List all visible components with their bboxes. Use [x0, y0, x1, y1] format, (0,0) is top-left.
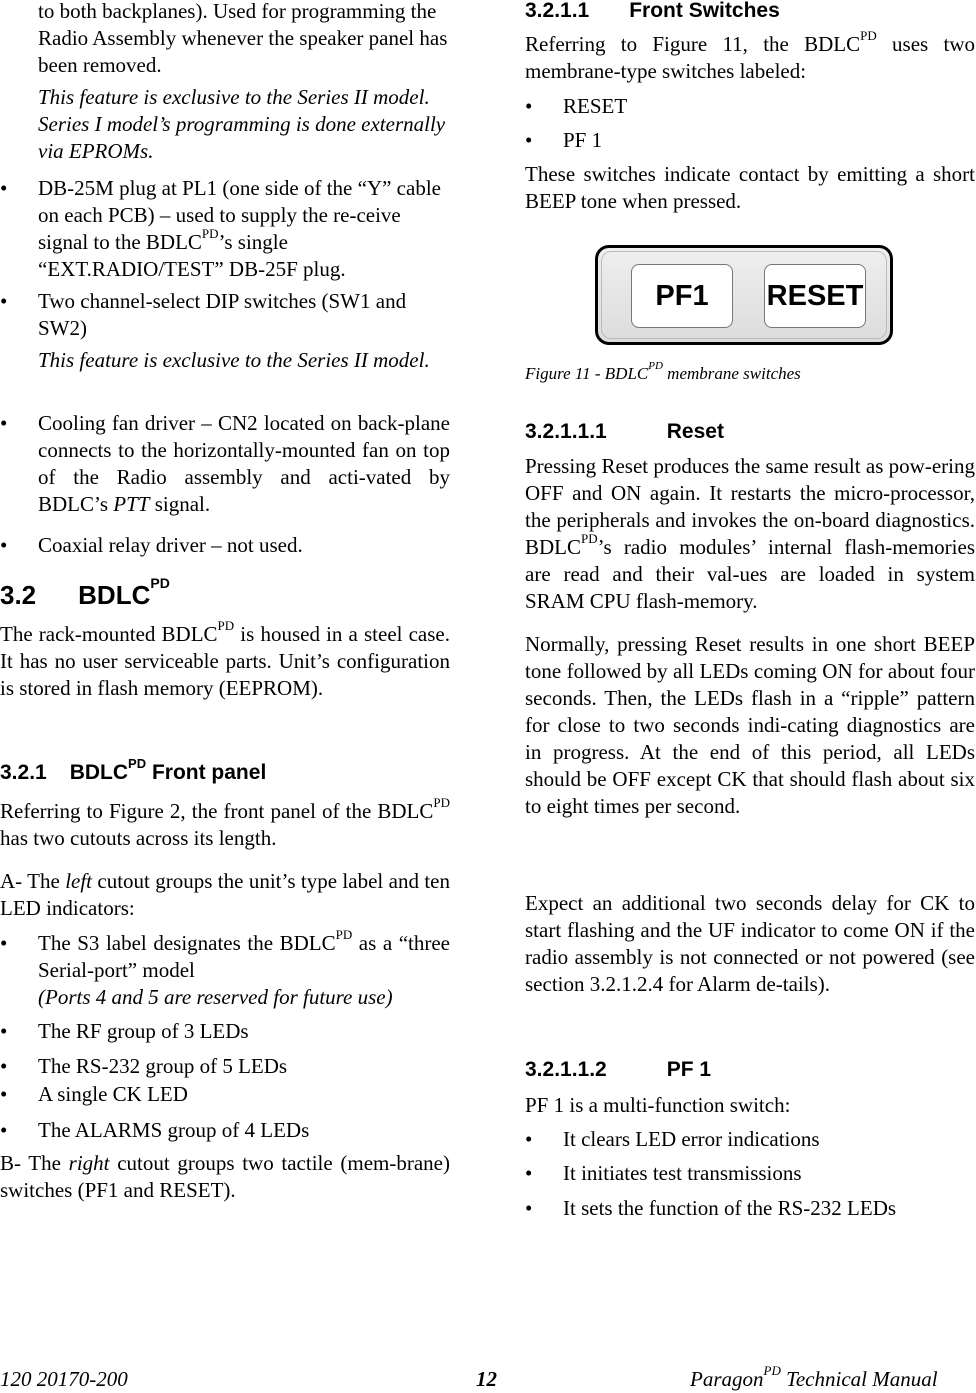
- reset-paragraph-2: Normally, pressing Reset results in one short BEEP tone followed by all LEDs coming ON for about four seconds. Then, the LEDs flash in a “ripple” pattern for close to two seconds indi-cating diagnostics are in progress. At the end of this period, all LEDs should be OFF except CK that should flash about six to eight times per second.: [525, 632, 975, 818]
- reset-paragraph-1: Pressing Reset produces the same result as pow-ering OFF and ON again. It restarts the micro-processor, the peripherals and invokes the on-board diagnostics. $BDLC^{PD}’s$ radio modules’ internal flash-memories are read and their val-ues are loaded in system SRAM CPU flash-memory.: [525, 454, 975, 613]
- right-cutout-paragraph: B- The right cutout groups two tactile (mem-brane) switches (PF1 and RESET).: [0, 1151, 450, 1202]
- front-switches-paragraph: Referring to Figure 11, the $BDLC^{PD}$ uses two membrane-type switches labeled:: [525, 28, 976, 83]
- list-item: • The S3 label designates the $BDLC^{PD}$ as a “three Serial-port” model: [0, 927, 451, 982]
- pf1-paragraph: PF 1 is a multi-function switch:: [525, 1093, 791, 1117]
- reset-switch[interactable]: RESET: [764, 264, 866, 328]
- section-heading-3-2-1-1-1: 3.2.1.1.1 Reset: [525, 420, 724, 443]
- list-item: • It sets the function of the RS-232 LEDs: [525, 1196, 897, 1220]
- section-heading-3-2-1-1: 3.2.1.1 Front Switches: [525, 0, 780, 22]
- document-number: 120 20170-200: [0, 1367, 128, 1391]
- list-item: • RESET: [525, 94, 628, 118]
- list-item: • Coaxial relay driver – not used.: [0, 533, 303, 557]
- beep-paragraph: These switches indicate contact by emitting a short BEEP tone when pressed.: [525, 162, 975, 213]
- list-item: • The ALARMS group of 4 LEDs: [0, 1118, 310, 1142]
- list-item: • DB-25M plug at PL1 (one side of the “Y” cable on each PCB) – used to supply the re-ceive signal to the $BDLC^{PD}’s$ single “EXT.RADIO/TEST” DB-25F plug.: [0, 176, 441, 281]
- section-heading-3-2-1-1-2: 3.2.1.1.2 PF 1: [525, 1058, 712, 1081]
- list-item: • It initiates test transmissions: [525, 1161, 802, 1185]
- list-item: • PF 1: [525, 128, 603, 152]
- list-item: • The RF group of 3 LEDs: [0, 1019, 249, 1043]
- manual-title: Paragon$^{PD}$ Technical Manual: [690, 1363, 938, 1391]
- figure-caption: Figure $11 - BDLC^{PD}$ membrane switches: [525, 360, 801, 383]
- series-ii-note-2: This feature is exclusive to the Series II model.: [38, 348, 430, 372]
- page-number: 12: [476, 1367, 497, 1391]
- list-item: • Two channel-select DIP switches (SW1 and SW2): [0, 289, 407, 340]
- membrane-switch-panel: [595, 245, 893, 345]
- section-heading-3-2: 3.2 $BDLC^{PD}$: [0, 575, 170, 610]
- front-panel-paragraph: Referring to Figure 2, the front panel of the $BDLC^{PD}$ has two cutouts across its length.: [0, 795, 450, 850]
- section-heading-3-2-1: 3.2.1 $BDLC^{PD}$ Front panel: [0, 756, 267, 784]
- continued-paragraph: to both backplanes). Used for programming the Radio Assembly whenever the speaker panel has been removed.: [38, 0, 448, 77]
- series-ii-note: This feature is exclusive to the Series II model. Series I model’s programming is done externally via EPROMs.: [38, 85, 446, 163]
- left-cutout-paragraph: A- The left cutout groups the unit’s type label and ten LED indicators:: [0, 869, 450, 920]
- list-item: • A single CK LED: [0, 1082, 188, 1106]
- list-item: • It clears LED error indications: [525, 1127, 820, 1151]
- s3-note: (Ports 4 and 5 are reserved for future use): [38, 985, 393, 1009]
- section-3-2-paragraph: The rack-mounted $BDLC^{PD}$ is housed in a steel case. It has no user serviceable parts. Unit’s configuration is stored in flash memory (EEPROM).: [0, 618, 450, 700]
- pf1-switch[interactable]: PF1: [631, 264, 733, 328]
- list-item: • The RS-232 group of 5 LEDs: [0, 1054, 288, 1078]
- reset-paragraph-3: Expect an additional two seconds delay for CK to start flashing and the UF indicator to come ON if the radio assembly is not connected or not powered (see section 3.2.1.2.4 for Alarm de-tails).: [525, 891, 975, 996]
- list-item: • Cooling fan driver – CN2 located on back-plane connects to the horizontally-mounted fan on top of the Radio assembly and acti-vated by BDLC’s PTT signal.: [0, 411, 450, 516]
